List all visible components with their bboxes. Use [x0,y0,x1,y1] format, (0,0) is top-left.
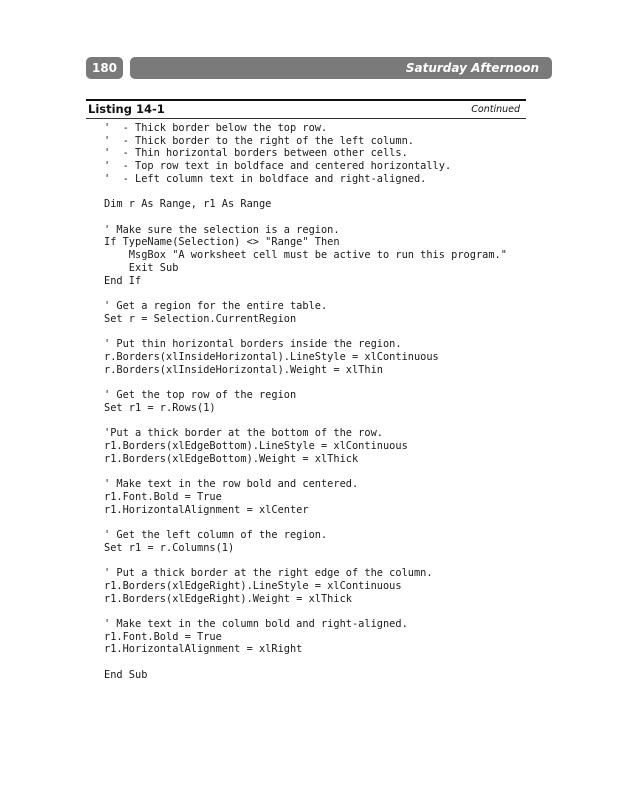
code-line: ' Make text in the row bold and centered. [104,478,359,491]
code-line: End Sub [104,668,148,681]
code-line: Set r1 = r.Rows(1) [104,401,216,414]
code-line [104,656,507,669]
code-line [104,516,507,529]
code-line: Exit Sub [104,261,179,274]
code-line: r1.Borders(xlEdgeRight).LineStyle = xlContinuous [104,579,402,592]
code-line [104,554,507,567]
code-line: ' Put a thick border at the right edge of the column. [104,567,433,580]
code-line [104,605,507,618]
code-line: ' - Thick border below the top row. [104,122,328,134]
code-line: r1.HorizontalAlignment = xlRight [104,643,303,656]
code-line: r1.HorizontalAlignment = xlCenter [104,503,309,516]
listing-header [86,99,526,119]
listing-continued-label: Continued [471,104,520,115]
code-line [104,415,507,428]
code-line: r.Borders(xlInsideHorizontal).LineStyle = xlContinuous [104,350,439,363]
code-line: End If [104,274,142,287]
code-line: ' - Left column text in boldface and right-aligned. [104,172,427,185]
code-line: r.Borders(xlInsideHorizontal).Weight = xlThin [104,363,383,376]
code-line: r1.Borders(xlEdgeBottom).Weight = xlThick [104,452,359,465]
code-line: ' - Thin horizontal borders between other cells. [104,147,408,160]
code-line [104,211,507,224]
code-line: ' Put thin horizontal borders inside the region. [104,338,402,351]
listing-title: Listing 14-1 [88,102,165,116]
code-listing [104,122,507,682]
code-line: Set r = Selection.CurrentRegion [104,312,297,325]
code-line: Dim r As Range, r1 As Range [104,198,272,211]
code-line: ' Make text in the column bold and right-aligned. [104,618,408,631]
code-line: ' - Top row text in boldface and centered horizontally. [104,160,452,173]
code-line [104,287,507,300]
code-line: 'Put a thick border at the bottom of the row. [104,427,383,440]
code-line [104,326,507,339]
code-line: r1.Borders(xlEdgeBottom).LineStyle = xlContinuous [104,439,408,452]
code-line: r1.Font.Bold = True [104,630,222,643]
code-line: ' Make sure the selection is a region. [104,223,340,236]
page-number: 180 [86,57,123,79]
code-line [104,376,507,389]
code-line: ' Get a region for the entire table. [104,300,328,313]
code-line: ' Get the top row of the region [104,389,297,402]
running-header [86,57,552,79]
code-line: r1.Borders(xlEdgeRight).Weight = xlThick [104,592,352,605]
code-line: MsgBox "A worksheet cell must be active to run this program." [104,249,507,262]
code-line: ' - Thick border to the right of the left column. [104,134,414,147]
code-line [104,465,507,478]
code-line: Set r1 = r.Columns(1) [104,541,235,554]
code-line: ' Get the left column of the region. [104,529,328,541]
code-line: r1.Font.Bold = True [104,490,222,503]
code-line: If TypeName(Selection) <> "Range" Then [104,236,340,249]
code-line [104,186,507,199]
section-title: Saturday Afternoon [130,57,552,79]
